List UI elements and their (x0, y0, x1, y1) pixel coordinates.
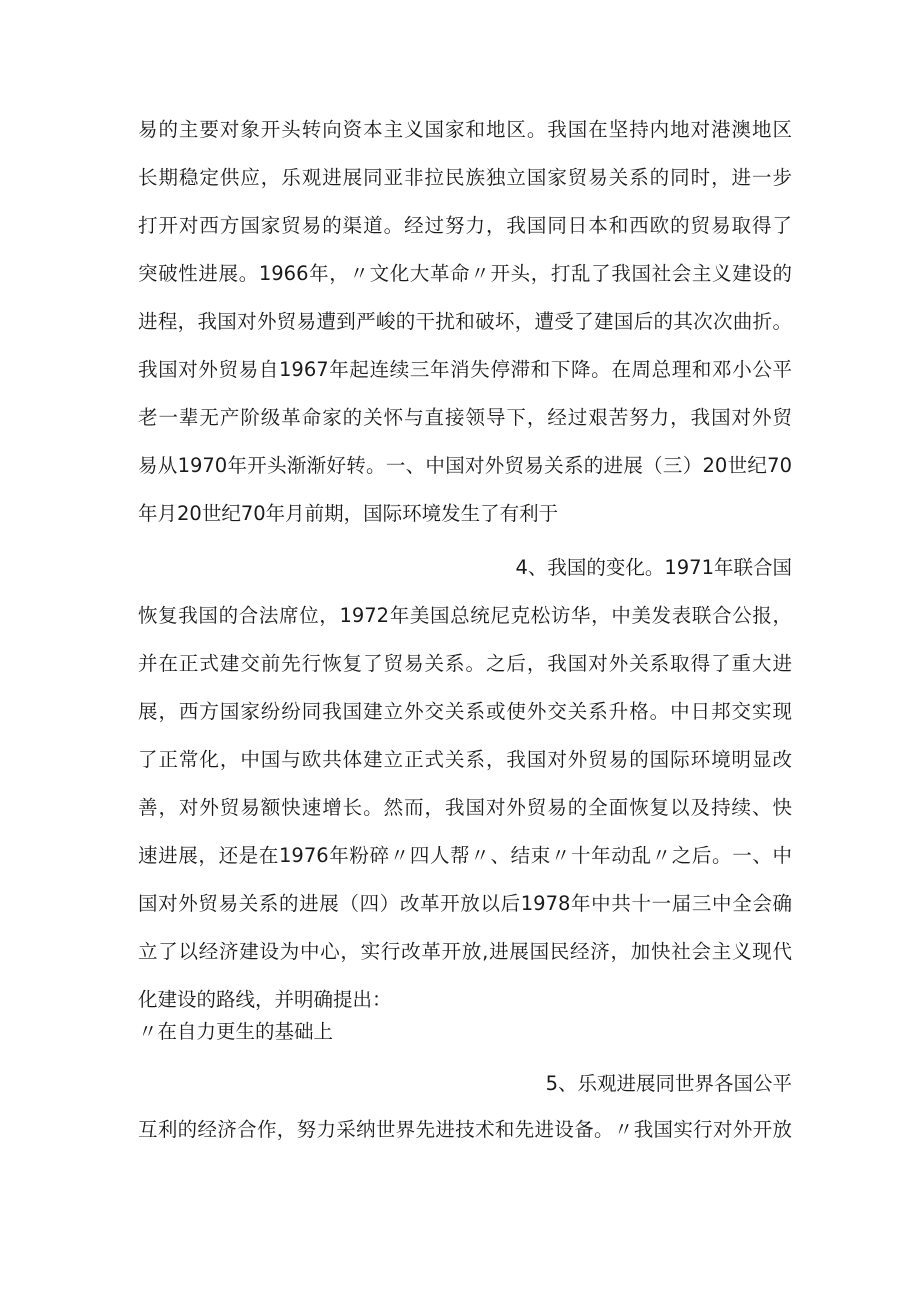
paragraph-line: 互利的经济合作，努力采纳世界先进技术和先进设备。〃我国实行对外开放 (138, 1118, 792, 1141)
paragraph-line: 了正常化，中国与欧共体建立正式关系，我国对外贸易的国际环境明显改 (138, 748, 792, 771)
paragraph-line: 易从1970年开头渐渐好转。一、中国对外贸易关系的进展（三）20世纪70 (138, 454, 792, 477)
paragraph-line: 我国对外贸易自1967年起连续三年消失停滞和下降。在周总理和邓小公平 (138, 358, 792, 381)
paragraph-line: 长期稳定供应，乐观进展同亚非拉民族独立国家贸易关系的同时，进一步 (138, 166, 792, 189)
paragraph-line: 老一辈无产阶级革命家的关怀与直接领导下，经过艰苦努力，我国对外贸 (138, 406, 792, 429)
paragraph-line: 易的主要对象开头转向资本主义国家和地区。我国在坚持内地对港澳地区 (138, 118, 792, 141)
paragraph-line: 展，西方国家纷纷同我国建立外交关系或使外交关系升格。中日邦交实现 (138, 700, 792, 723)
paragraph-line: 突破性进展。1966年，〃文化大革命〃开头，打乱了我国社会主义建设的 (138, 262, 792, 285)
paragraph-line: 进程，我国对外贸易遭到严峻的干扰和破坏，遭受了建国后的其次次曲折。 (138, 310, 792, 333)
paragraph-line: 国对外贸易关系的进展（四）改革开放以后1978年中共十一届三中全会确 (138, 892, 792, 915)
paragraph-line: 善，对外贸易额快速增长。然而，我国对外贸易的全面恢复以及持续、快 (138, 796, 792, 819)
paragraph-line: 速进展，还是在1976年粉碎〃四人帮〃、结束〃十年动乱〃之后。一、中 (138, 844, 792, 867)
paragraph-line: 立了以经济建设为中心，实行改革开放,进展国民经济，加快社会主义现代 (138, 940, 792, 963)
quote-line: 〃在自力更生的基础上 (138, 1020, 334, 1043)
list-item-heading: 5、乐观进展同世界各国公平 (545, 1072, 792, 1095)
paragraph-line: 打开对西方国家贸易的渠道。经过努力，我国同日本和西欧的贸易取得了 (138, 214, 792, 237)
paragraph-line: 年月20世纪70年月前期，国际环境发生了有利于 (138, 502, 559, 525)
list-item-heading: 4、我国的变化。1971年联合国 (515, 556, 792, 579)
paragraph-line: 恢复我国的合法席位，1972年美国总统尼克松访华，中美发表联合公报， (138, 604, 792, 627)
paragraph-line: 并在正式建交前先行恢复了贸易关系。之后，我国对外关系取得了重大进 (138, 652, 792, 675)
paragraph-line: 化建设的路线，并明确提出： (138, 988, 392, 1011)
